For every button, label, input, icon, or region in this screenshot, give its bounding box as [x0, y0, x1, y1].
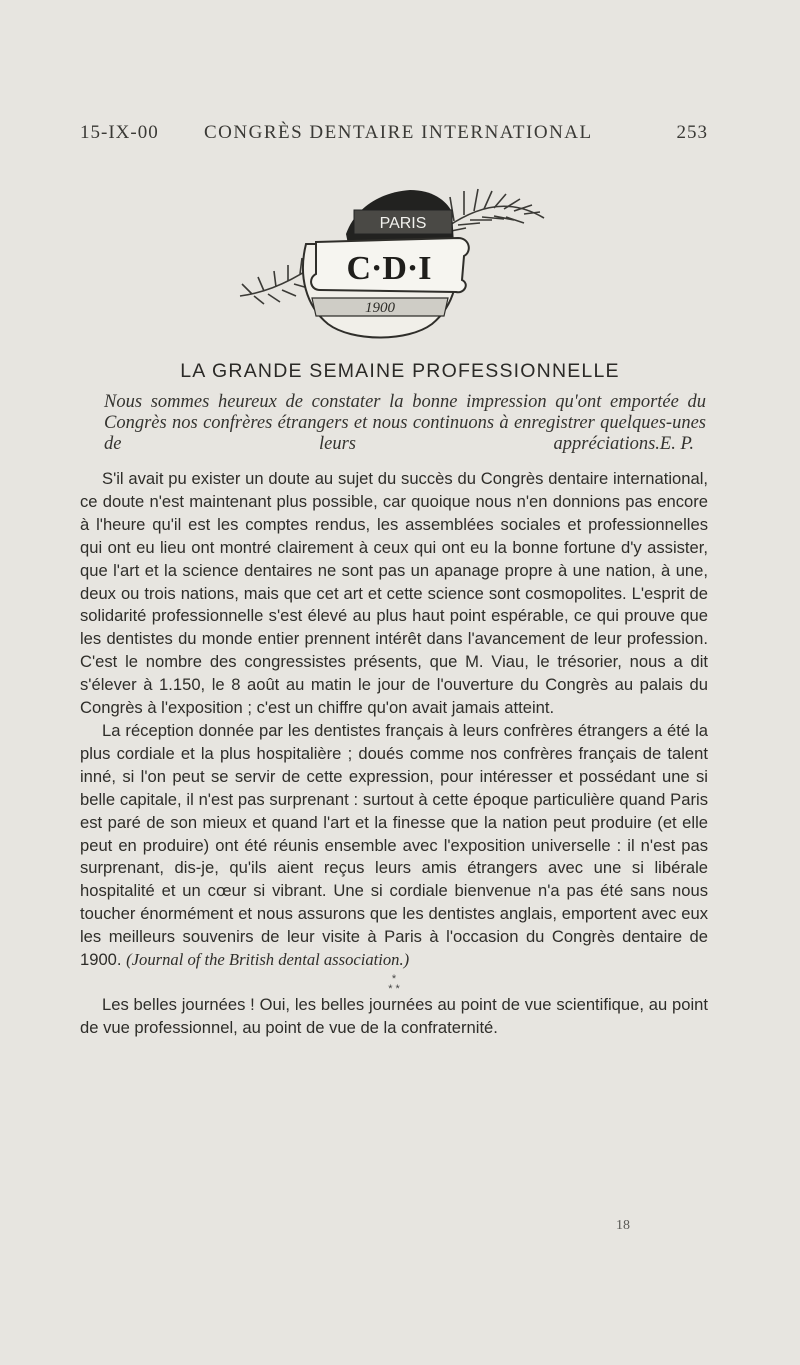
section-title: LA GRANDE SEMAINE PROFESSIONNELLE	[180, 360, 620, 382]
cdi-label: C·D·I	[346, 250, 432, 287]
intro-paragraph	[104, 392, 706, 455]
citation: (Journal of the British dental association.)	[126, 950, 410, 970]
year-label: 1900	[365, 300, 395, 316]
paragraph-2-text: La réception donnée par les dentistes français à leurs confrères étrangers a été la plus cordiale et la plus hospitalière ; doués comme nos confrères français de talent inné, si l'on peut se servir de cette expression, pour intéresser et possédant une si belle capitale, il n'est pas surprenant : surtout à cette époque particulière quand Paris est paré de son mieux et quand l'art et la finesse que la nation peut produire (et elle peut en produire) ont été réunis ensemble avec l'exposition universelle : il n'est pas surprenant, dis-je, qu'ils aient reçus leurs amis étrangers avec une si libérale hospitalité et un cœur si vibrant. Une si cordiale bienvenue n'a pas été sans nous toucher énormément et nous assurons que les dentistes anglais, emportent avec eux les meilleurs souvenirs de leur visite à Paris à l'occasion du Congrès dentaire de 1900.	[80, 720, 708, 970]
paragraph-2	[80, 720, 708, 972]
separator-stars-bottom: * *	[388, 982, 400, 995]
page-number: 253	[676, 122, 708, 143]
issue-date: 15-IX-00	[80, 122, 159, 143]
intro-text: Nous sommes heureux de constater la bonne impression qu'ont emportée du Congrès nos confrères étrangers et nous continuons à enregistrer quelques-unes de leurs appréciations.	[104, 392, 706, 454]
paragraph-1: S'il avait pu exister un doute au sujet du succès du Congrès dentaire international, ce doute n'est maintenant plus possible, car quoique nous n'en donnions pas encore à l'heure qu'il est les comptes rendus, les assemblées sociales et professionnelles qui ont eu lieu ont montré clairement à ceux qui ont eu la bonne fortune d'y assister, que l'art et la science dentaires ne sont pas un apanage propre à une nation, à une, deux ou trois nations, mais que cet art et cette science sont cosmopolites. L'esprit de solidarité professionnelle s'est élevé au plus haut point espérable, ce qui prouve que les dentistes du monde entier prennent intérêt dans l'avancement de leur profession. C'est le nombre des congressistes présents, que M. Viau, le trésorier, nous a dit s'élever à 1.150, le 8 août au matin le jour de l'ouverture du Congrès au palais du Congrès à l'exposition ; c'est un chiffre qu'on avait jamais atteint.	[80, 469, 708, 718]
intro-signature: E. P.	[659, 434, 694, 454]
article-body	[80, 468, 708, 1040]
paris-label: PARIS	[379, 215, 427, 232]
journal-title: CONGRÈS DENTAIRE INTERNATIONAL	[204, 122, 593, 143]
final-paragraph: Les belles journées ! Oui, les belles journées au point de vue scientifique, au point de vue professionnel, au point de vue de la confraternité.	[80, 994, 708, 1037]
cdi-logo	[232, 176, 548, 340]
section-separator	[80, 974, 708, 994]
sheet-signature: 18	[616, 1218, 630, 1233]
separator-star-top: *	[391, 972, 397, 985]
